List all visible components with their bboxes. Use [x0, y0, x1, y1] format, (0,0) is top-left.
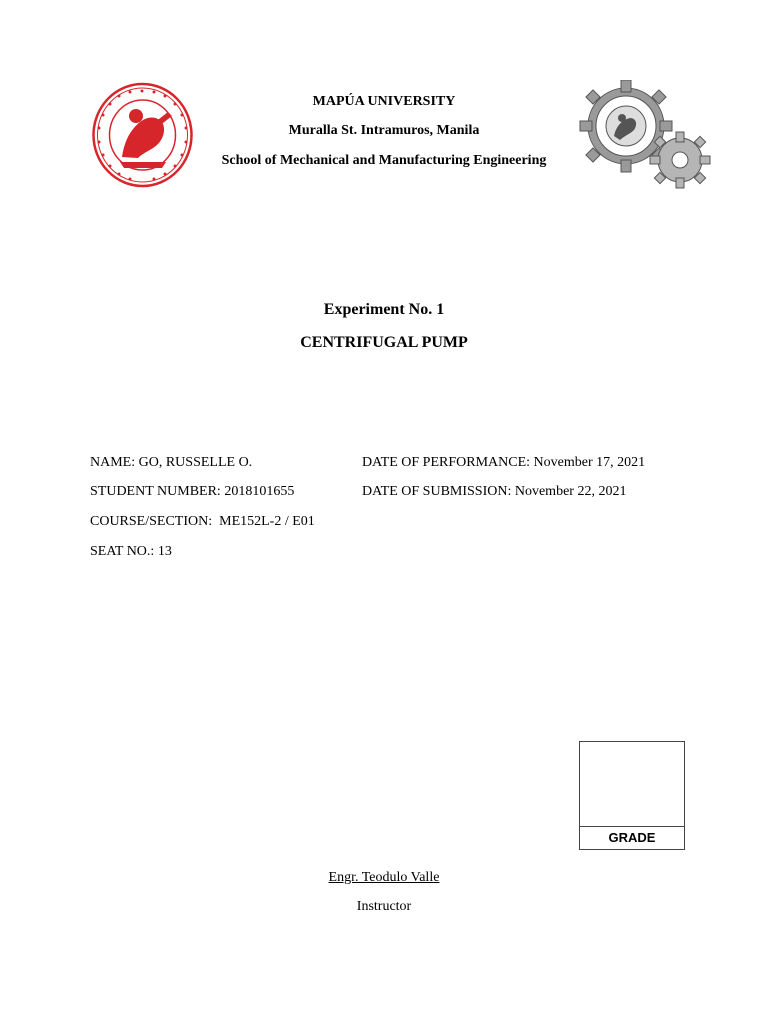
course-section-value: ME152L-2 / E01 [219, 514, 315, 529]
grade-label: GRADE [580, 826, 684, 849]
instructor-name: Engr. Teodulo Valle [328, 870, 440, 885]
course-section-label: COURSE/SECTION: [90, 514, 213, 529]
date-of-submission-label: DATE OF SUBMISSION: [362, 484, 512, 499]
school-name: School of Mechanical and Manufacturing Engineering [221, 153, 547, 168]
seat-number-row [90, 544, 172, 560]
name-value: GO, RUSSELLE O. [138, 455, 253, 470]
name-label: NAME: [90, 455, 136, 470]
grade-box [579, 741, 685, 850]
date-of-submission-value: November 22, 2021 [514, 484, 627, 499]
experiment-number: Experiment No. 1 [323, 301, 445, 318]
seat-number-value: 13 [157, 544, 172, 559]
university-address: Muralla St. Intramuros, Manila [288, 123, 480, 138]
seat-number-label: SEAT NO.: [90, 544, 155, 559]
instructor-role: Instructor [356, 899, 412, 914]
course-section-row [90, 514, 315, 530]
university-name: MAPÚA UNIVERSITY [312, 94, 456, 109]
date-of-performance-value: November 17, 2021 [533, 455, 646, 470]
student-number-row [90, 484, 294, 500]
date-of-performance-row [362, 455, 645, 471]
experiment-title: CENTRIFUGAL PUMP [300, 334, 468, 351]
student-number-value: 2018101655 [224, 484, 295, 499]
name-row [90, 455, 252, 471]
student-number-label: STUDENT NUMBER: [90, 484, 221, 499]
date-of-performance-label: DATE OF PERFORMANCE: [362, 455, 531, 470]
gear-seal-logo-icon [576, 80, 716, 192]
date-of-submission-row [362, 484, 626, 500]
